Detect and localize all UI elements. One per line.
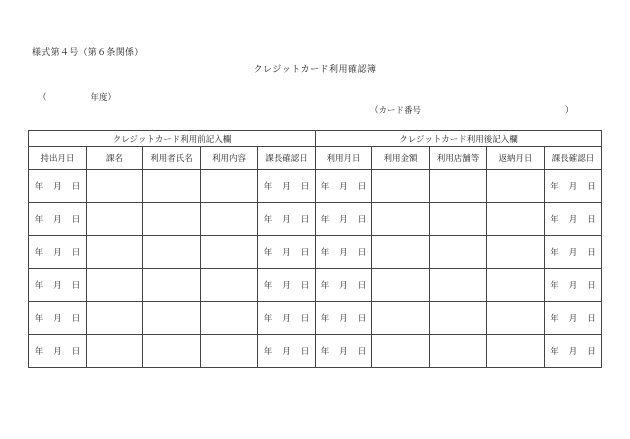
date-part-label: 年: [320, 215, 330, 225]
entry-field[interactable]: [87, 203, 143, 236]
date-part-label: 年: [34, 248, 44, 258]
table-row: [29, 302, 602, 335]
date-part-label: 月: [53, 314, 62, 324]
usage-ledger-table: [28, 130, 602, 368]
date-part-label: 月: [282, 314, 291, 324]
date-part-label: 年: [34, 314, 44, 324]
date-field[interactable]: [29, 269, 87, 302]
column-user-name: 利用者氏名: [143, 147, 201, 170]
date-field[interactable]: [258, 170, 316, 203]
entry-field[interactable]: [372, 203, 430, 236]
date-part-label: 日: [300, 347, 310, 357]
date-part-label: 日: [587, 281, 596, 291]
date-part-label: 日: [71, 314, 81, 324]
date-part-label: 月: [339, 281, 348, 291]
date-part-label: 月: [339, 215, 348, 225]
column-amount: 利用金額: [372, 147, 430, 170]
table-row: [29, 236, 602, 269]
entry-field[interactable]: [143, 335, 201, 368]
date-part-label: 日: [300, 248, 310, 258]
entry-field[interactable]: [143, 170, 201, 203]
date-part-label: 月: [53, 215, 62, 225]
date-part-label: 月: [339, 314, 348, 324]
table-row: [29, 269, 602, 302]
entry-field[interactable]: [87, 236, 143, 269]
date-field[interactable]: [29, 302, 87, 335]
date-part-label: 年: [263, 248, 273, 258]
date-part-label: 年: [263, 347, 273, 357]
date-part-label: 日: [300, 314, 310, 324]
date-part-label: 月: [568, 314, 578, 324]
entry-field[interactable]: [430, 302, 487, 335]
date-part-label: 年: [320, 281, 330, 291]
date-part-label: 月: [53, 281, 62, 291]
date-field[interactable]: [29, 170, 87, 203]
form-number: 様式第４号（第６条関係）: [32, 48, 144, 58]
date-part-label: 年: [34, 182, 44, 192]
table-row: [29, 335, 602, 368]
entry-field[interactable]: [487, 335, 545, 368]
page-title: クレジットカード利用確認簿: [253, 65, 377, 75]
date-part-label: 日: [71, 281, 81, 291]
date-part-label: 月: [568, 281, 578, 291]
date-part-label: 日: [357, 347, 367, 357]
date-part-label: 年: [550, 347, 559, 357]
date-field[interactable]: [545, 203, 602, 236]
date-part-label: 月: [53, 248, 62, 258]
entry-field[interactable]: [372, 236, 430, 269]
date-part-label: 月: [568, 248, 578, 258]
date-field[interactable]: [258, 203, 316, 236]
card-number-label: （カード番号: [370, 106, 422, 116]
date-part-label: 月: [282, 182, 291, 192]
entry-field[interactable]: [143, 203, 201, 236]
date-part-label: 年: [34, 281, 44, 291]
group-header-before-use: クレジットカード利用前記入欄: [29, 131, 316, 147]
entry-field[interactable]: [487, 269, 545, 302]
date-part-label: 年: [550, 314, 559, 324]
entry-field[interactable]: [143, 269, 201, 302]
date-part-label: 月: [282, 248, 291, 258]
column-takeout-date: 持出月日: [29, 147, 87, 170]
date-part-label: 年: [263, 215, 273, 225]
date-part-label: 月: [568, 347, 578, 357]
entry-field[interactable]: [87, 269, 143, 302]
date-part-label: 年: [320, 248, 330, 258]
date-part-label: 日: [71, 182, 81, 192]
date-part-label: 月: [282, 281, 291, 291]
entry-field[interactable]: [430, 269, 487, 302]
date-field[interactable]: [316, 335, 372, 368]
date-part-label: 日: [357, 215, 367, 225]
entry-field[interactable]: [430, 236, 487, 269]
date-part-label: 日: [71, 347, 81, 357]
date-part-label: 月: [53, 347, 62, 357]
date-field[interactable]: [316, 269, 372, 302]
date-part-label: 年: [34, 215, 44, 225]
column-manager-check-date-after: 課長確認日: [545, 147, 602, 170]
entry-field[interactable]: [201, 203, 258, 236]
date-part-label: 日: [357, 248, 367, 258]
date-part-label: 月: [339, 182, 348, 192]
date-part-label: 日: [587, 347, 596, 357]
date-part-label: 日: [71, 215, 81, 225]
date-part-label: 年: [34, 347, 44, 357]
date-field[interactable]: [29, 236, 87, 269]
date-part-label: 月: [568, 182, 578, 192]
column-return-date: 返納月日: [487, 147, 545, 170]
date-part-label: 日: [587, 182, 596, 192]
date-field[interactable]: [29, 203, 87, 236]
date-part-label: 日: [357, 314, 367, 324]
date-field[interactable]: [545, 269, 602, 302]
date-field[interactable]: [258, 269, 316, 302]
column-purpose: 利用内容: [201, 147, 258, 170]
entry-field[interactable]: [487, 203, 545, 236]
date-field[interactable]: [545, 170, 602, 203]
date-part-label: 月: [339, 248, 348, 258]
year-suffix: 年度）: [90, 93, 117, 103]
entry-field[interactable]: [372, 302, 430, 335]
entry-field[interactable]: [201, 335, 258, 368]
date-part-label: 日: [357, 182, 367, 192]
date-field[interactable]: [545, 236, 602, 269]
date-part-label: 年: [550, 182, 559, 192]
date-part-label: 年: [263, 182, 273, 192]
date-part-label: 日: [300, 182, 310, 192]
entry-field[interactable]: [201, 170, 258, 203]
entry-field[interactable]: [201, 236, 258, 269]
fiscal-year-field: [38, 91, 116, 103]
date-part-label: 年: [550, 281, 559, 291]
entry-field[interactable]: [201, 269, 258, 302]
date-field[interactable]: [545, 335, 602, 368]
date-part-label: 年: [263, 281, 273, 291]
column-store: 利用店舗等: [430, 147, 487, 170]
entry-field[interactable]: [87, 170, 143, 203]
entry-field[interactable]: [487, 170, 545, 203]
entry-field[interactable]: [487, 302, 545, 335]
entry-field[interactable]: [143, 236, 201, 269]
date-part-label: 月: [282, 215, 291, 225]
date-field[interactable]: [258, 236, 316, 269]
date-part-label: 月: [53, 182, 62, 192]
column-manager-check-date-before: 課長確認日: [258, 147, 316, 170]
date-part-label: 月: [568, 215, 578, 225]
entry-field[interactable]: [430, 335, 487, 368]
date-part-label: 日: [300, 215, 310, 225]
entry-field[interactable]: [87, 335, 143, 368]
date-part-label: 日: [357, 281, 367, 291]
table-row: [29, 170, 602, 203]
card-number-close: ）: [565, 106, 574, 116]
date-part-label: 年: [550, 248, 559, 258]
table-row: [29, 203, 602, 236]
date-part-label: 年: [263, 314, 273, 324]
card-number-field: [370, 104, 574, 116]
date-part-label: 月: [282, 347, 291, 357]
date-field[interactable]: [29, 335, 87, 368]
date-part-label: 日: [71, 248, 81, 258]
date-field[interactable]: [258, 302, 316, 335]
entry-field[interactable]: [201, 302, 258, 335]
entry-field[interactable]: [430, 203, 487, 236]
group-header-after-use: クレジットカード利用後記入欄: [316, 131, 602, 147]
column-use-date: 利用月日: [316, 147, 372, 170]
entry-field[interactable]: [372, 335, 430, 368]
date-part-label: 年: [550, 215, 559, 225]
entry-field[interactable]: [143, 302, 201, 335]
date-part-label: 年: [320, 314, 330, 324]
date-part-label: 日: [587, 248, 596, 258]
entry-field[interactable]: [487, 236, 545, 269]
date-field[interactable]: [545, 302, 602, 335]
date-field[interactable]: [316, 203, 372, 236]
entry-field[interactable]: [87, 302, 143, 335]
date-part-label: 日: [300, 281, 310, 291]
date-field[interactable]: [316, 236, 372, 269]
entry-field[interactable]: [372, 269, 430, 302]
date-part-label: 年: [320, 182, 330, 192]
date-part-label: 日: [587, 215, 596, 225]
entry-field[interactable]: [430, 170, 487, 203]
date-part-label: 月: [339, 347, 348, 357]
entry-field[interactable]: [372, 170, 430, 203]
date-field[interactable]: [258, 335, 316, 368]
date-part-label: 日: [587, 314, 596, 324]
year-open-paren: （: [38, 93, 47, 103]
date-field[interactable]: [316, 170, 372, 203]
date-field[interactable]: [316, 302, 372, 335]
date-part-label: 年: [320, 347, 330, 357]
column-department: 課名: [87, 147, 143, 170]
